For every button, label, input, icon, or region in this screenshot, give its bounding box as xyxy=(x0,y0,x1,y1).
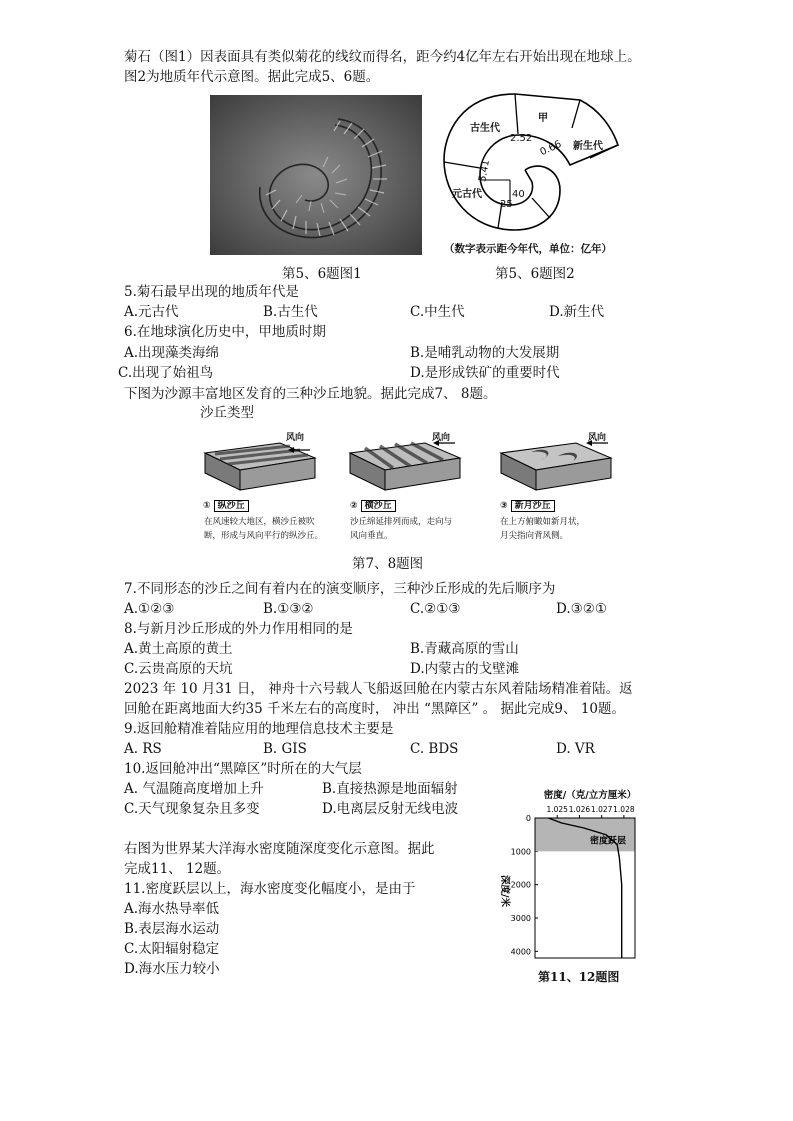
wind-label-1: 风向 xyxy=(286,433,305,443)
dune-3-tag xyxy=(500,498,555,511)
chart-ylabel: 深度/米 xyxy=(499,875,510,907)
geologic-time-spiral xyxy=(440,90,620,240)
y-tick-label-0: 0 xyxy=(525,814,531,823)
ammonite-fossil-photo xyxy=(210,95,422,255)
wind-label-2: 风向 xyxy=(432,433,451,443)
dune-1-tag xyxy=(203,498,249,511)
density-depth-chart xyxy=(490,786,650,986)
age-40: 40 xyxy=(512,189,525,200)
fig1-caption: 第5、6题图1 xyxy=(282,266,362,282)
dune-3-desc-2: 月尖指向背风侧。 xyxy=(500,531,569,541)
q7-option-a[interactable]: A.①②③ xyxy=(124,601,175,617)
q8-stem: 8.与新月沙丘形成的外力作用相同的是 xyxy=(124,621,353,637)
x-tick-label-3: 1.028 xyxy=(613,805,635,814)
dune-1-num: ① xyxy=(203,501,211,511)
q10-option-a[interactable]: A. 气温随高度增加上升 xyxy=(124,781,264,797)
q5-stem: 5.菊石最早出现的地质年代是 xyxy=(124,284,299,300)
y-tick-label-4: 4000 xyxy=(510,947,531,957)
q7-option-c[interactable]: C.②①③ xyxy=(410,601,461,617)
y-tick-label-2: 2000 xyxy=(510,880,531,890)
x-tick-label-2: 1.027 xyxy=(590,805,613,814)
q10-option-b[interactable]: B.直接热源是地面辐射 xyxy=(322,781,458,797)
q11-option-d[interactable]: D.海水压力较小 xyxy=(124,961,220,977)
chart-xlabel: 密度/（克/立方厘米） xyxy=(543,790,637,801)
era-jia: 甲 xyxy=(538,113,548,124)
fig2-note: （数字表示距今年代，单位：亿年） xyxy=(444,243,612,255)
q5-option-c[interactable]: C.中生代 xyxy=(410,304,465,320)
age-541: 5.41 xyxy=(477,158,492,183)
dune-3-desc-1: 在上方俯瞰如新月状， xyxy=(500,517,586,527)
q5-option-a[interactable]: A.元古代 xyxy=(124,304,179,320)
q9-option-a[interactable]: A. RS xyxy=(124,741,162,757)
intro-line-1: 菊石（图1）因表面具有类似菊花的线纹而得名，距今约4亿年左右开始出现在地球上。 xyxy=(124,49,641,65)
q11-option-a[interactable]: A.海水热导率低 xyxy=(124,901,220,917)
q11-option-b[interactable]: B.表层海水运动 xyxy=(124,921,220,937)
density-cline-label: 密度跃层 xyxy=(590,836,627,847)
q7-stem: 7.不同形态的沙丘之间有着内在的演变顺序，三种沙丘形成的先后顺序为 xyxy=(124,581,556,597)
q5-option-d[interactable]: D.新生代 xyxy=(549,304,605,320)
dune-2-num: ② xyxy=(350,501,358,511)
q6-stem: 6.在地球演化历史中，甲地质时期 xyxy=(124,324,326,340)
q9-stem: 9.返回舱精准着陆应用的地理信息技术主要是 xyxy=(124,721,394,737)
q11-option-c[interactable]: C.太阳辐射稳定 xyxy=(124,941,220,957)
intro3-line-1: 2023 年 10 月31 日， 神舟十六号载人飞船返回舱在内蒙古东风着陆场精准着陆。返 xyxy=(124,681,633,697)
q10-stem: 10.返回舱冲出“黑障区”时所在的大气层 xyxy=(124,761,362,777)
q8-option-d[interactable]: D.内蒙古的戈壁滩 xyxy=(410,661,520,677)
intro2: 下图为沙源丰富地区发育的三种沙丘地貌。据此完成7、 8题。 xyxy=(124,386,497,402)
wind-label-3: 风向 xyxy=(588,433,607,443)
q10-option-d[interactable]: D.电离层反射无线电波 xyxy=(322,801,459,817)
ammonite-drawing xyxy=(210,95,422,255)
dune-2-name: 横沙丘 xyxy=(361,500,396,512)
era-paleozoic: 古生代 xyxy=(470,123,500,134)
x-tick-label-0: 1.025 xyxy=(546,805,568,814)
q9-option-c[interactable]: C. BDS xyxy=(410,741,459,757)
q8-option-c[interactable]: C.云贵高原的天坑 xyxy=(124,661,233,677)
q7-option-d[interactable]: D.③②① xyxy=(556,601,607,617)
q5-option-b[interactable]: B.古生代 xyxy=(263,304,318,320)
age-252: 2.52 xyxy=(510,133,533,144)
intro-line-2: 图2为地质年代示意图。据此完成5、6题。 xyxy=(124,69,380,85)
dune-2-desc-2: 风向垂直。 xyxy=(350,531,393,541)
dune-3-num: ③ xyxy=(500,501,508,511)
q6-option-d[interactable]: D.是形成铁矿的重要时代 xyxy=(410,365,560,381)
q7-option-b[interactable]: B.①③② xyxy=(263,601,314,617)
dune-1-desc-2: 断，形成与风向平行的纵沙丘。 xyxy=(204,531,324,541)
age-25: 25 xyxy=(500,199,513,210)
age-066: 0.66 xyxy=(538,138,564,159)
era-proterozoic: 元古代 xyxy=(452,189,482,200)
q10-option-c[interactable]: C.天气现象复杂且多变 xyxy=(124,801,260,817)
q9-option-d[interactable]: D. VR xyxy=(556,741,595,757)
q9-option-b[interactable]: B. GIS xyxy=(263,741,307,757)
q11-stem: 11.密度跃层以上，海水密度变化幅度小，是由于 xyxy=(124,881,416,897)
y-tick-label-1: 1000 xyxy=(510,847,531,857)
dune-3-name: 新月沙丘 xyxy=(511,500,555,512)
intro3-line-2: 回舱在距离地面大约35 千米左右的高度时， 冲出 “黑障区” 。 据此完成9、 10题。 xyxy=(124,701,625,717)
q6-option-c[interactable]: C.出现了始祖鸟 xyxy=(118,365,214,381)
dune-1-name: 纵沙丘 xyxy=(214,500,249,512)
y-tick-label-3: 3000 xyxy=(510,914,531,923)
intro4-line-1: 右图为世界某大洋海水密度随深度变化示意图。据此 xyxy=(124,841,435,857)
density-chart-caption: 第11、12题图 xyxy=(538,970,620,984)
era-cenozoic: 新生代 xyxy=(573,141,603,152)
dune-2-tag xyxy=(350,498,396,511)
dune-1-desc-1: 在风速较大地区，横沙丘被吹 xyxy=(204,517,315,527)
dune-2-desc-1: 沙丘绵延排列而成，走向与 xyxy=(350,517,453,527)
dune-types-title: 沙丘类型 xyxy=(200,405,254,421)
q6-option-b[interactable]: B.是哺乳动物的大发展期 xyxy=(410,345,560,361)
q6-option-a[interactable]: A.出现藻类海绵 xyxy=(124,345,220,361)
fig2-caption: 第5、6题图2 xyxy=(495,266,575,282)
q8-option-a[interactable]: A.黄土高原的黄土 xyxy=(124,641,233,657)
dunes-caption: 第7、8题图 xyxy=(352,556,424,572)
q8-option-b[interactable]: B.青藏高原的雪山 xyxy=(410,641,519,657)
intro4-line-2: 完成11、 12题。 xyxy=(124,861,231,877)
x-tick-label-1: 1.026 xyxy=(568,805,591,814)
